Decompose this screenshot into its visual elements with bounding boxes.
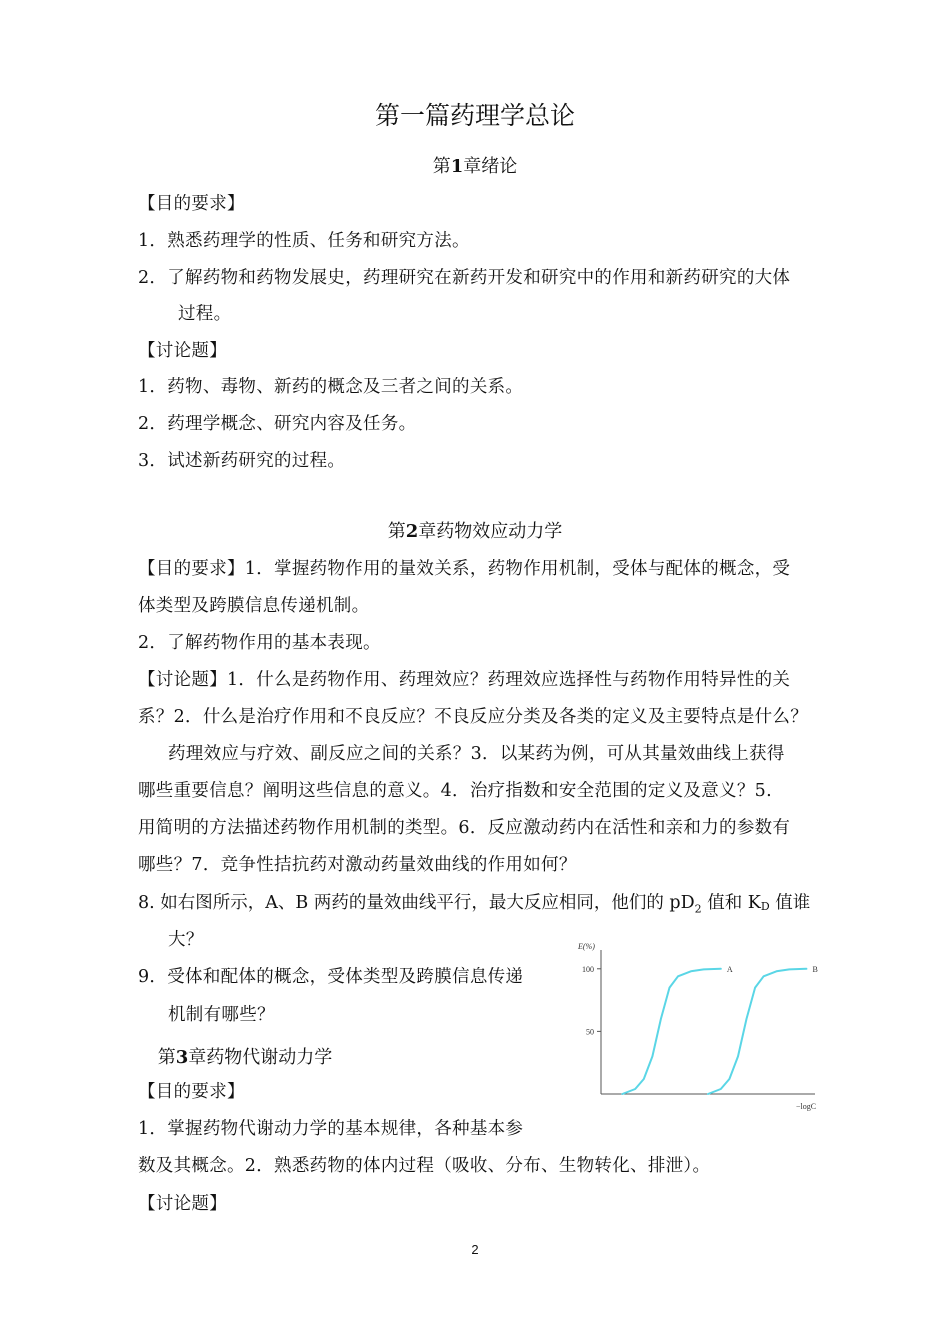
document-title: 第一篇药理学总论: [374, 101, 575, 130]
curve-B: [708, 969, 806, 1094]
chapter-2-heading: 第2章药物效应动力学: [387, 521, 563, 542]
dose-response-chart: [570, 936, 840, 1116]
curve-A: [622, 969, 720, 1094]
ch1-question-3: 3．试述新药研究的过程。: [138, 451, 346, 471]
ch2-discussion-line-6: 哪些？7．竞争性拮抗药对激动药量效曲线的作用如何？: [138, 855, 577, 875]
ch2-goal-line-2: 体类型及跨膜信息传递机制。: [138, 596, 370, 616]
ch2-question-8-cont: 大？: [168, 930, 204, 950]
ch2-discussion-line-4: 哪些重要信息？阐明这些信息的意义。4．治疗指数和安全范围的定义及意义？5.: [138, 781, 772, 801]
ch2-goal-line-1: 【目的要求】1．掌握药物作用的量效关系，药物作用机制，受体与配体的概念，受: [138, 559, 791, 579]
chapter-1-heading: 第1章绪论: [432, 156, 518, 177]
ch3-goal-line-2: 数及其概念。2．熟悉药物的体内过程（吸收、分布、生物转化、排泄）。: [138, 1156, 711, 1176]
ch3-goal-line-1: 1．掌握药物代谢动力学的基本规律，各种基本参: [138, 1119, 524, 1139]
y-tick-label-100: 100: [582, 964, 594, 974]
ch1-goal-2: 2．了解药物和药物发展史，药理研究在新药开发和研究中的作用和新药研究的大体: [138, 268, 791, 288]
ch1-discussion-label: 【讨论题】: [138, 341, 227, 361]
x-axis-label: −logC: [796, 1102, 817, 1111]
curve-label-B: B: [812, 964, 818, 974]
ch2-discussion-line-5: 用简明的方法描述药物作用机制的类型。6．反应激动药内在活性和亲和力的参数有: [138, 818, 791, 838]
curve-label-A: A: [726, 964, 733, 974]
ch1-goal-2-cont: 过程。: [178, 304, 232, 324]
ch1-question-2: 2．药理学概念、研究内容及任务。: [138, 414, 417, 434]
ch1-goals-label: 【目的要求】: [138, 194, 245, 214]
ch2-question-8: 8. 如右图所示，A、B 两药的量效曲线平行，最大反应相同，他们的 $pD_2$ 值和 KD 值谁: [138, 893, 811, 916]
page-number: 2: [471, 1242, 479, 1257]
ch2-discussion-line-1: 【讨论题】1．什么是药物作用、药理效应？药理效应选择性与药物作用特异性的关: [138, 670, 791, 690]
y-axis-label: E(%): [578, 942, 595, 951]
ch3-goals-label: 【目的要求】: [138, 1082, 245, 1102]
ch3-discussion-label: 【讨论题】: [138, 1194, 227, 1214]
ch2-question-9: 9．受体和配体的概念，受体类型及跨膜信息传递: [138, 967, 524, 987]
y-tick-label-50: 50: [586, 1027, 594, 1037]
ch2-discussion-line-2: 系？2．什么是治疗作用和不良反应？不良反应分类及各类的定义及主要特点是什么？: [138, 707, 809, 727]
ch2-goal-line-3: 2．了解药物作用的基本表现。: [138, 633, 381, 653]
ch1-question-1: 1．药物、毒物、新药的概念及三者之间的关系。: [138, 377, 524, 397]
ch2-discussion-line-3: 药理效应与疗效、副反应之间的关系？3．以某药为例，可从其量效曲线上获得: [168, 744, 785, 764]
ch2-question-9-cont: 机制有哪些？: [168, 1005, 275, 1025]
ch1-goal-1: 1．熟悉药理学的性质、任务和研究方法。: [138, 231, 470, 251]
chapter-3-heading: 第3章药物代谢动力学: [157, 1047, 333, 1068]
